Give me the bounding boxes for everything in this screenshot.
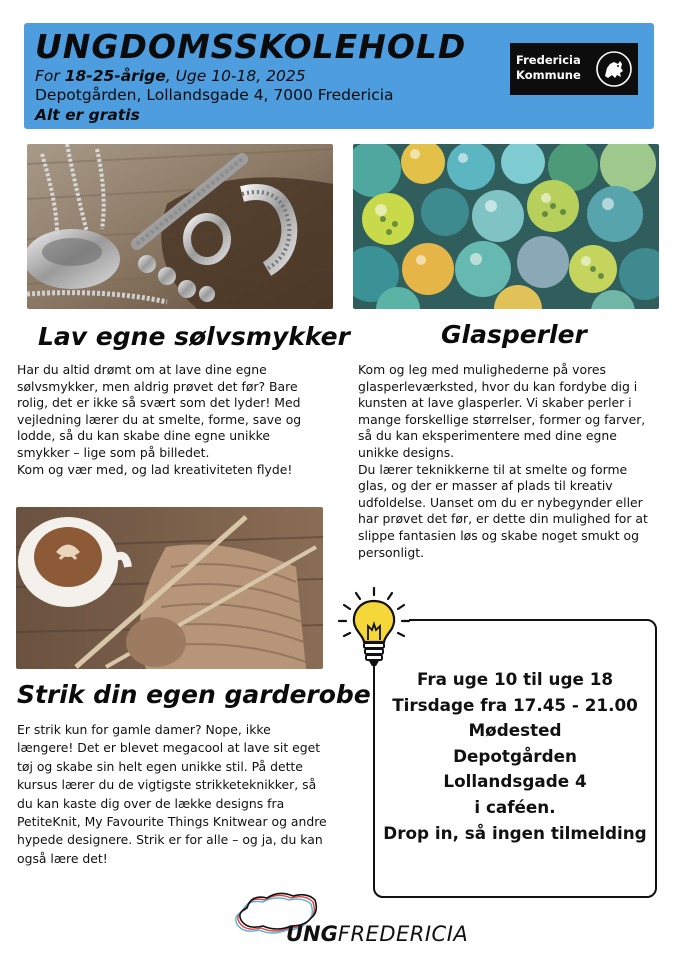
section-title-silver: Lav egne sølvsmykker: [38, 322, 350, 351]
info-line-place: Depotgården: [453, 745, 577, 766]
info-line-dropin: Drop in, så ingen tilmelding: [383, 822, 647, 843]
info-line-time: Tirsdage fra 17.45 - 21.00: [392, 694, 638, 715]
info-line-weeks: Fra uge 10 til uge 18: [416, 669, 614, 689]
logo-text: Fredericia Kommune: [516, 53, 581, 82]
header-banner: [24, 23, 654, 129]
info-line-meeting: Mødested: [468, 720, 562, 741]
header-target-line: For 18-25-årige, Uge 10-18, 2025: [35, 67, 306, 85]
fredericia-kommune-logo: [510, 43, 638, 95]
header-title: UNGDOMSSKOLEHOLD: [35, 27, 467, 66]
glass-description: Kom og leg med mulighederne på vores glasperleværksted, hvor du kan fordybe dig i kunsten at lave glasperler. Vi skaber perler i mange forskellige størrelser, former og farver, så du kan eksperimentere med dine egne unikke designs. Du lærer teknikkerne til at smelte og forme glas, og der er masser af plads til kreativ udfoldelse. Uanset om du er nybegynder eller har prøvet det før, er dette din mulighed for at slippe fantasien løs og skabe noget smukt og personligt.: [358, 362, 648, 560]
header-free-note: Alt er gratis: [35, 106, 140, 124]
glass-beads-photo: [353, 144, 659, 309]
info-lines: [375, 667, 655, 846]
ung-fredericia-brand: UNGFREDERICIA: [286, 922, 469, 946]
info-line-cafe: i caféen.: [474, 796, 556, 817]
lightbulb-icon: [336, 586, 412, 670]
header-address: Depotgården, Lollandsgade 4, 7000 Fredericia: [35, 86, 394, 104]
silver-jewelry-photo: [27, 144, 333, 309]
silver-description: Har du altid drømt om at lave dine egne sølvsmykker, men aldrig prøvet det før? Bare rolig, det er ikke så svært som det lyder! Med vejledning lærer du at smelte, forme, save og lodde, så du kan skabe dine egne unikke smykker – lige som på billedet. Kom og vær med, og lad kreativiteten flyde!: [17, 362, 302, 477]
knitting-photo: [16, 507, 323, 669]
section-title-glass: Glasperler: [441, 320, 587, 349]
knitting-description: Er strik kun for gamle damer? Nope, ikke længere! Det er blevet megacool at lave sit eget tøj og skabe sin helt egen unikke stil. På dette kursus lærer du de vigtigste strikketeknikker, så du kan kaste dig over de lække designs fra PetiteKnit, My Favourite Things Knitwear og andre hypede designere. Strik er for alle – og ja, du kan også lære det!: [17, 722, 327, 866]
section-title-knitting: Strik din egen garderobe: [17, 680, 371, 709]
info-box: [373, 619, 657, 898]
info-line-street: Lollandsgade 4: [443, 771, 587, 792]
lion-crest-icon: [594, 49, 634, 89]
